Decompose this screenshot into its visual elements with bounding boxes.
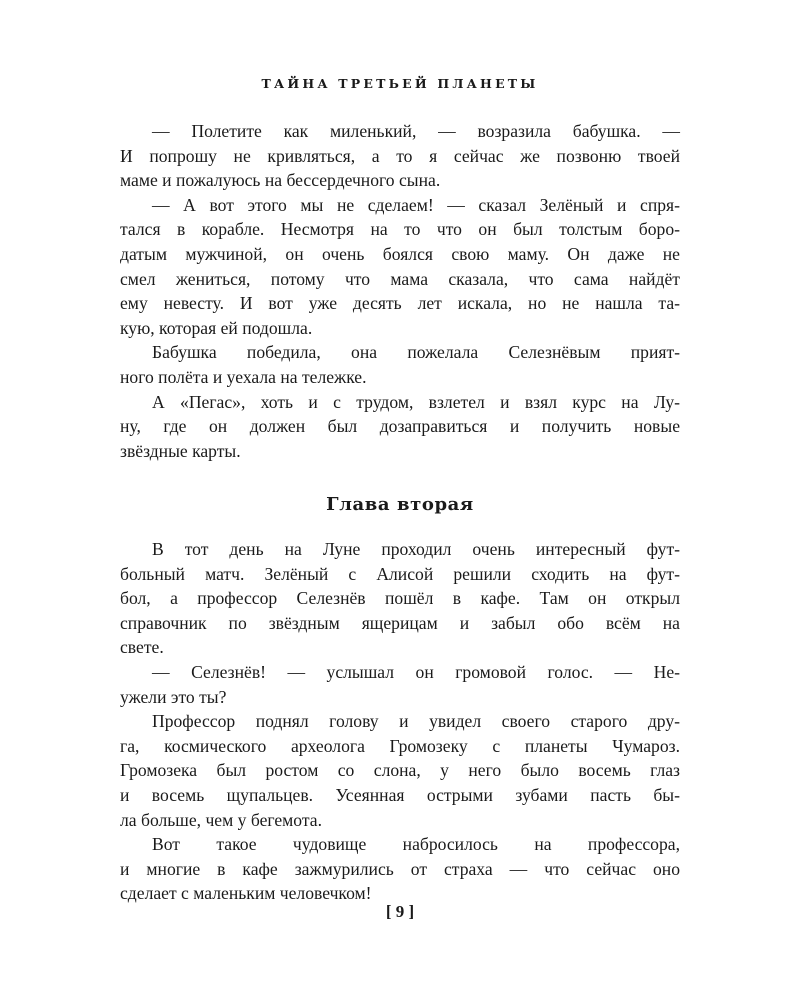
- text-line: справочник по звёздным ящерицам и забыл обо всём на: [120, 612, 680, 633]
- text-line: — Полетите как миленький, — возразила бабушка. —: [152, 121, 680, 141]
- page-number: [ 9 ]: [385, 902, 415, 921]
- text-line: ну, где он должен был дозаправиться и получить новые: [120, 416, 680, 437]
- paragraph: [120, 340, 680, 389]
- text-line: маме и пожалуюсь на бессердечного сына.: [120, 170, 441, 191]
- text-line: и многие в кафе зажмурились от страха — что сейчас оно: [120, 858, 680, 879]
- chapter-title: Глава вторая: [326, 494, 474, 515]
- text-line: А «Пегас», хоть и с трудом, взлетел и взял курс на Лу-: [152, 391, 680, 412]
- text-line: га, космического археолога Громозеку с планеты Чумароз.: [120, 735, 680, 756]
- text-line: ного полёта и уехала на тележке.: [120, 366, 367, 387]
- paragraph: [120, 537, 680, 660]
- text-section-1: [120, 119, 680, 463]
- text-line: тался в корабле. Несмотря на то что он был толстым боро-: [120, 219, 680, 240]
- text-line: звёздные карты.: [120, 440, 241, 461]
- text-line: кую, которая ей подошла.: [120, 317, 313, 338]
- text-section-2: [120, 537, 680, 906]
- paragraph: [120, 390, 680, 464]
- text-line: И попрошу не кривляться, а то я сейчас же позвоню твоей: [120, 145, 680, 166]
- paragraph: [120, 119, 680, 193]
- running-head: ТАЙНА ТРЕТЬЕЙ ПЛАНЕТЫ: [261, 76, 539, 91]
- text-line: и восемь щупальцев. Усеянная острыми зубами пасть бы-: [120, 784, 680, 805]
- text-line: датым мужчиной, он очень боялся свою маму. Он даже не: [120, 243, 680, 264]
- text-line: больный матч. Зелёный с Алисой решили сходить на фут-: [120, 563, 680, 584]
- text-line: смел жениться, потому что мама сказала, что сама найдёт: [120, 268, 680, 289]
- paragraph: [120, 193, 680, 341]
- text-line: ла больше, чем у бегемота.: [120, 809, 322, 830]
- paragraph: [120, 832, 680, 906]
- text-line: Вот такое чудовище набросилось на профессора,: [152, 834, 680, 855]
- text-line: ему невесту. И вот уже десять лет искала, но не нашла та-: [120, 293, 680, 314]
- text-line: Громозека был ростом со слона, у него было восемь глаз: [120, 760, 680, 781]
- text-line: Профессор поднял голову и увидел своего старого дру-: [152, 711, 680, 732]
- text-line: бол, а профессор Селезнёв пошёл в кафе. Там он открыл: [120, 588, 680, 609]
- paragraph: [120, 660, 680, 709]
- paragraph: [120, 709, 680, 832]
- text-line: сделает с маленьким человечком!: [120, 883, 372, 904]
- text-line: — Селезнёв! — услышал он громовой голос. — Не-: [152, 661, 680, 682]
- text-line: — А вот этого мы не сделаем! — сказал Зелёный и спря-: [152, 194, 680, 215]
- text-line: В тот день на Луне проходил очень интересный фут-: [152, 539, 680, 559]
- text-line: ужели это ты?: [120, 686, 227, 707]
- text-line: Бабушка победила, она пожелала Селезнёвым прият-: [152, 342, 680, 363]
- text-line: свете.: [120, 637, 164, 658]
